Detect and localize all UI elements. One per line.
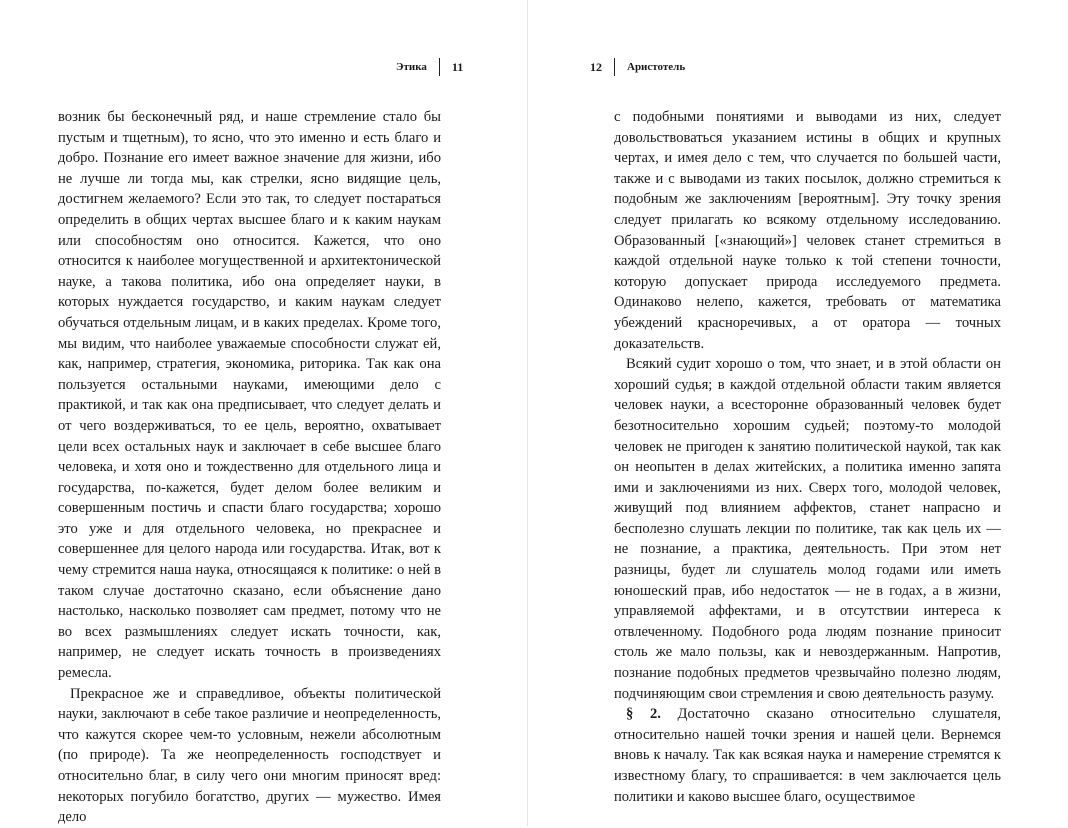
- section-text: Достаточно сказано относительно слушателя, относительно нашей точки зрения и нашей цели. Вернемся вновь к началу. Так как всякая наука и намерение стремятся к известному благу, то спрашивается: в чем заключается цель политики и каково высшее благо, осуществимое: [614, 706, 1001, 805]
- right-running-header: [590, 58, 685, 76]
- paragraph: с подобными понятиями и выводами из них, следует довольствоваться указанием истины в общих и крупных чертах, и имея дело с тем, что случается по большей части, также и с выводами из таких посылок, должно стремиться к подобным же заключениям [вероятным]. Эту точку зрения следует прилагать ко всякому отдельному исследованию. Образованный [«знающий»] человек станет стремиться в каждой отдельной науке только к той степени точности, которую допускает природа исследуемого предмета. Одинаково нелепо, кажется, требовать от математика убеждений красноречивых, а от оратора — точных доказательств.: [614, 109, 1001, 352]
- paragraph: возник бы бесконечный ряд, и наше стремление стало бы пустым и тщетным), то ясно, что это именно и есть благо и добро. Познание его имеет важное значение для жизни, ибо не лучше ли тогда мы, как стрелки, ясно видящие цель, достигнем желаемого? Если это так, то следует постараться определить в общих чертах высшее благо и к каким наукам или способностям оно относится. Кажется, что оно относится к наиболее могущественной и архитектонической науке, а такова политика, ибо она определяет науки, в которых нуждается государство, и каким наукам следует обучаться отдельным лицам, и в каких пределах. Кроме того, мы видим, что наиболее уважаемые способности служат ей, как, например, стратегия, экономика, риторика. Так как она пользуется остальными науками, имеющими дело с практикой, и так как она предписывает, что следует делать и от чего воздерживаться, то ее цель, вероятно, охватывает цели всех остальных наук и заключает в себе высшее благо человека, и хотя оно и тождественно для отдельного лица и государства, по-кажется, будет делом более великим и совершенным постичь и спасти благо государства; хорошо это уже и для отдельного человека, но прекраснее и совершеннее для целого народа или государства. Итак, вот к чему стремится наша наука, относящаяся к политике: о ней в таком случае достаточно сказано, если объяснение дано настолько, насколько позволяет сам предмет, потому что не во всех размышлениях следует искать точности, как, например, не следует искать точность в произведениях ремесла.: [58, 109, 441, 682]
- left-page: [0, 0, 527, 826]
- running-title: Аристотель: [627, 61, 686, 73]
- header-divider: [439, 58, 440, 76]
- section-mark: § 2.: [626, 706, 661, 723]
- paragraph: Прекрасное же и справедливое, объекты политической науки, заключают в себе такое различие и неопределенность, что кажутся скорее чем-то условным, нежели абсолютным (по природе). Та же неопределенность господствует и относительно благ, в силу чего они многим приносят вред: некоторых погубило богатство, других — мужество. Имея дело: [58, 685, 441, 826]
- left-running-header: [396, 58, 463, 76]
- page-number: 11: [451, 59, 464, 74]
- header-divider: [614, 58, 615, 76]
- right-page-body: [614, 107, 1001, 807]
- section-paragraph: [614, 704, 1001, 807]
- page-number: 12: [590, 59, 602, 74]
- left-page-body: [58, 107, 441, 828]
- paragraph: Всякий судит хорошо о том, что знает, и в этой области он хороший судья; в каждой отдельной области таким является человек науки, а всесторонне образованный человек будет безотносительно хорошим судьей; поэтому-то молодой человек не пригоден к занятию политической наукой, так как он неопытен в делах житейских, а политика именно запята ими и заключениями из них. Сверх того, молодой человек, живущий под влиянием аффектов, станет напрасно и бесполезно слушать лекции по политике, так как цель их — не познание, а практика, деятельность. При этом нет разницы, будет ли слушатель молод годами или иметь юношеский прав, ибо недостаток — не в годах, а в жизни, управляемой аффектами, и в отсутствии интереса к отвлеченному. Подобного рода людям познание приносит столь же мало пользы, как и невоздержанным. Напротив, познание подобных предметов чрезвычайно полезно людям, подчиняющим свои стремления и свою деятельность разуму.: [614, 356, 1001, 702]
- right-page: [528, 0, 1068, 826]
- running-title: Этика: [396, 61, 427, 73]
